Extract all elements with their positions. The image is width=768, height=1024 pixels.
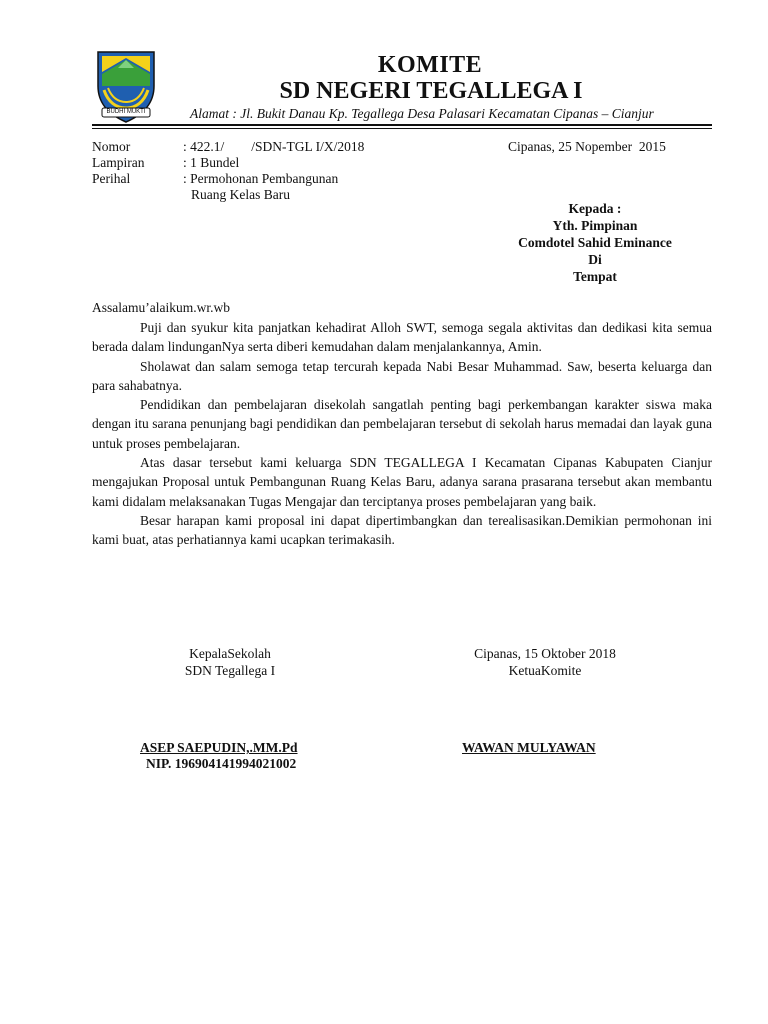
lampiran-value: : 1 Bundel bbox=[183, 155, 240, 170]
signature-right-role: KetuaKomite bbox=[508, 663, 582, 678]
signature-left-name: ASEP SAEPUDIN,.MM.Pd bbox=[140, 740, 298, 755]
header-address: Alamat : Jl. Bukit Danau Kp. Tegallega Desa Palasari Kecamatan Cipanas – Cianjur bbox=[190, 106, 654, 121]
header-title-school: SD NEGERI TEGALLEGA I bbox=[279, 78, 583, 104]
signature-right-name: WAWAN MULYAWAN bbox=[462, 740, 596, 755]
nomor-value: : 422.1/ /SDN-TGL I/X/2018 bbox=[183, 139, 365, 154]
letter-body bbox=[92, 318, 712, 550]
body-paragraph-5: Besar harapan kami proposal ini dapat dipertimbangkan dan terealisasikan.Demikian permohonan ini kami buat, atas perhatiannya kami ucapkan terimakasih. bbox=[92, 512, 712, 548]
lampiran-label: Lampiran bbox=[92, 155, 145, 170]
recipient-block bbox=[495, 200, 695, 285]
nomor-label: Nomor bbox=[92, 139, 131, 154]
signature-left-nip: NIP. 196904141994021002 bbox=[146, 756, 297, 771]
signature-left-role: KepalaSekolah bbox=[189, 646, 271, 661]
place-date: Cipanas, 25 Nopember 2015 bbox=[508, 139, 666, 154]
recipient-line2: Yth. Pimpinan bbox=[552, 218, 638, 233]
header-divider-thin bbox=[92, 128, 712, 129]
perihal-label: Perihal bbox=[92, 171, 131, 186]
school-logo-emblem bbox=[94, 50, 158, 124]
body-paragraph-3: Pendidikan dan pembelajaran disekolah sangatlah penting bagi perkembangan karakter siswa maka dengan itu sarana penunjang bagi pendidikan dan pembelajaran tersebut di sekolah harus memadai dan layak guna untuk proses pembelajaran. bbox=[92, 397, 712, 451]
body-paragraph-2: Sholawat dan salam semoga tetap tercurah kepada Nabi Besar Muhammad. Saw, beserta keluarga dan para sahabatnya. bbox=[92, 358, 712, 393]
greeting: Assalamu’alaikum.wr.wb bbox=[92, 300, 230, 315]
signature-left-org: SDN Tegallega I bbox=[184, 663, 276, 678]
body-paragraph-1: Puji dan syukur kita panjatkan kehadirat Alloh SWT, semoga segala aktivitas dan dedikasi kita semua berada dalam lindunganNya serta diberi kemudahan dalam menjalankannya, Amin. bbox=[92, 320, 712, 355]
signature-right-date: Cipanas, 15 Oktober 2018 bbox=[474, 646, 616, 661]
recipient-line4: Di bbox=[588, 252, 602, 267]
header-title-komite: KOMITE bbox=[377, 52, 483, 78]
logo-motto: BUDHI MUKTI bbox=[106, 109, 146, 115]
recipient-line3: Comdotel Sahid Eminance bbox=[518, 235, 672, 250]
recipient-line1: Kepada : bbox=[568, 201, 622, 216]
signature-left-title bbox=[150, 645, 310, 679]
perihal-value-line2: Ruang Kelas Baru bbox=[191, 187, 290, 202]
body-paragraph-4: Atas dasar tersebut kami keluarga SDN TEGALLEGA I Kecamatan Cipanas Kabupaten Cianjur mengajukan Proposal untuk Pembangunan Ruang Kelas Baru, adanya sarana prasarana tersebut akan membantu kami didalam melaksanakan Tugas Mengajar dan terciptanya proses pembelajaran yang baik. bbox=[92, 455, 712, 509]
signature-right-title bbox=[455, 645, 635, 679]
perihal-value-line1: : Permohonan Pembangunan bbox=[183, 171, 339, 186]
recipient-line5: Tempat bbox=[573, 269, 617, 284]
header-divider-thick bbox=[92, 124, 712, 126]
